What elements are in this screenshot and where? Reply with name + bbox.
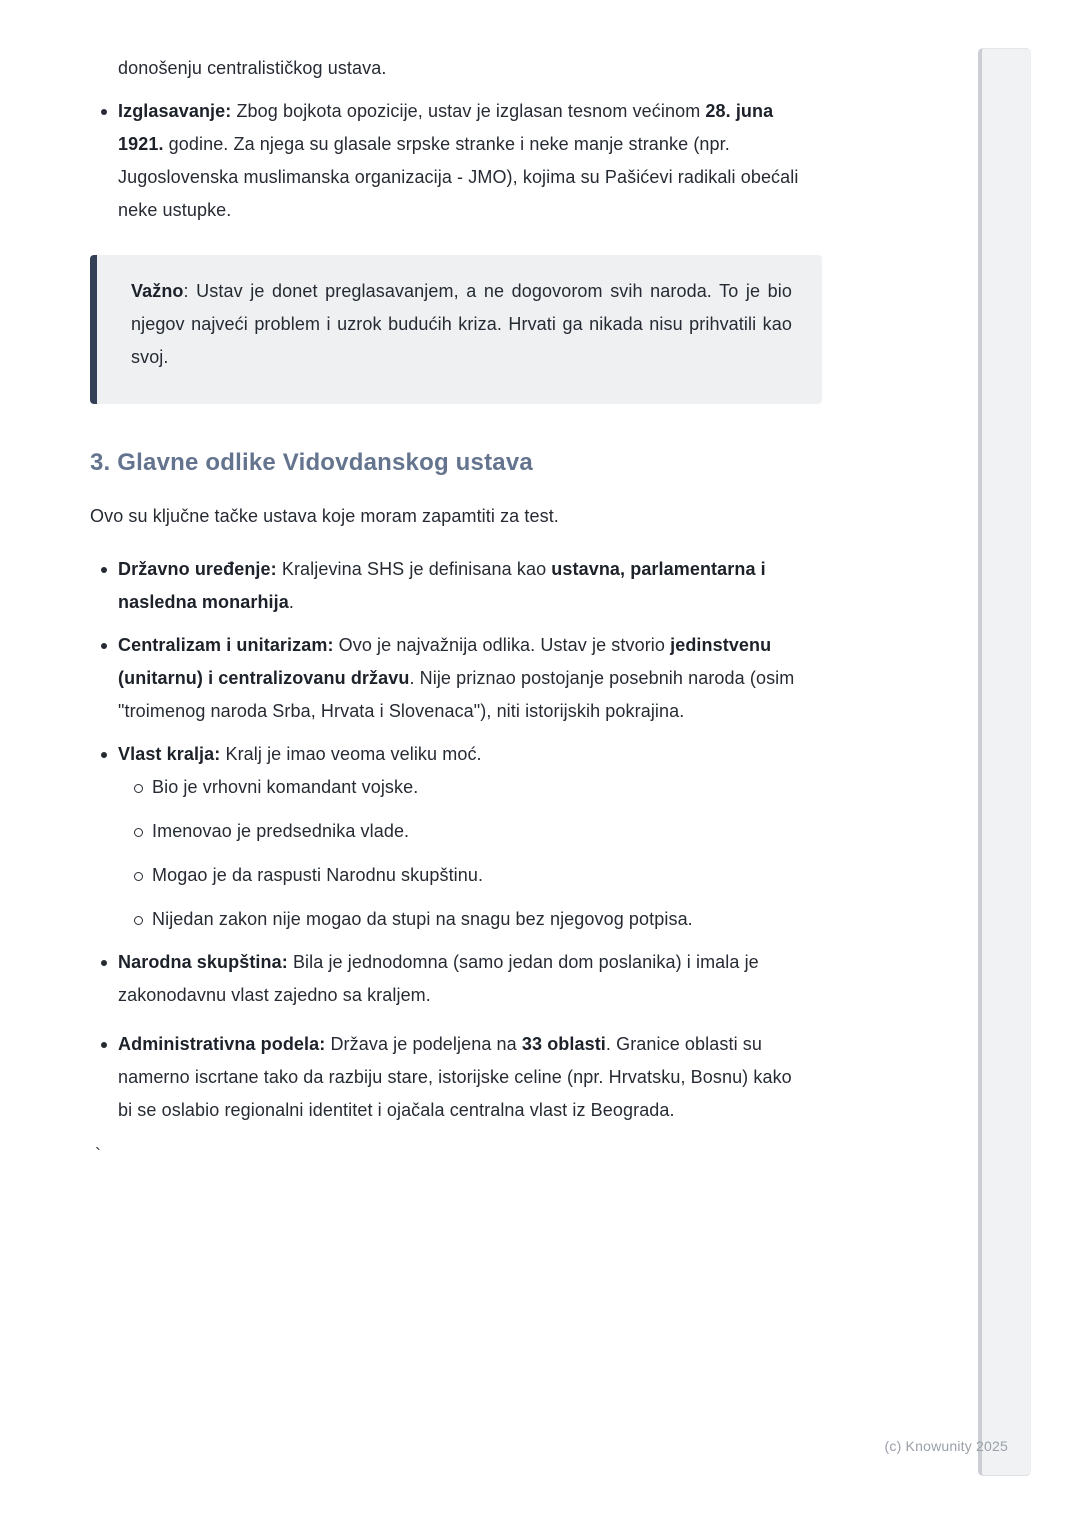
list-item-text: Centralizam i unitarizam: Ovo je najvažnija odlika. Ustav je stvorio jedinstvenu (unitarnu) i centralizovanu državu. Nije priznao postojanje posebnih naroda (osim "troimenog naroda Srba, Hrvata i Slovenaca"), niti istorijskih pokrajina. [118, 635, 795, 721]
callout-text: Važno: Ustav je donet preglasavanjem, a ne dogovorom svih naroda. To je bio njegov najveći problem i uzrok budućih kriza. Hrvati ga nikada nisu prihvatili kao svoj. [131, 281, 792, 367]
list-item-text: Državno uređenje: Kraljevina SHS je definisana kao ustavna, parlamentarna i nasledna monarhija. [118, 559, 766, 612]
vlast-kralja-sublist [118, 771, 804, 936]
note-content [90, 52, 804, 1172]
section-heading: 3. Glavne odlike Vidovdanskog ustava [90, 449, 533, 476]
list-item-text: Vlast kralja: Kralj je imao veoma veliku moć. [118, 744, 482, 764]
list-item-text: Narodna skupština: Bila je jednodomna (samo jedan dom poslanika) i imala je zakonodavnu vlast zajedno sa kraljem. [118, 952, 759, 1005]
list-item-text: Izglasavanje: Zbog bojkota opozicije, ustav je izglasan tesnom većinom 28. juna 1921. godine. Za njega su glasale srpske stranke i neke manje stranke (npr. Jugoslovenska muslimanska organizacija - JMO), kojima su Pašićevi radikali obećali neke ustupke. [118, 101, 799, 220]
list-item-narodna-skupstina [90, 946, 804, 1012]
sublist-item-komandant: Bio je vrhovni komandant vojske. [118, 771, 804, 804]
sublist-item-potpis-zakona: Nijedan zakon nije mogao da stupi na snagu bez njegovog potpisa. [118, 903, 804, 936]
section-intro: Ovo su ključne tačke ustava koje moram zapamtiti za test. [90, 506, 559, 526]
stray-backtick: ` [95, 1145, 102, 1165]
list-item-vlast-kralja [90, 738, 804, 936]
list-item-izglasavanje [90, 95, 804, 227]
list-item-centralizam [90, 629, 804, 728]
paragraph-continuation: donošenju centralističkog ustava. [118, 58, 387, 78]
next-page-edge-panel [978, 48, 1031, 1476]
features-list [90, 553, 804, 1127]
list-izglasavanje [90, 95, 804, 227]
sublist-item-predsednik-vlade: Imenovao je predsednika vlade. [118, 815, 804, 848]
list-item-drzavno-uredjenje [90, 553, 804, 619]
callout-vazno [90, 255, 822, 404]
sublist-item-raspusti-skupstinu: Mogao je da raspusti Narodnu skupštinu. [118, 859, 804, 892]
copyright-watermark: (c) Knowunity 2025 [884, 1438, 1008, 1454]
list-item-text: Administrativna podela: Država je podeljena na 33 oblasti. Granice oblasti su namerno iscrtane tako da razbiju stare, istorijske celine (npr. Hrvatsku, Bosnu) kako bi se oslabio regionalni identitet i ojačala centralna vlast iz Beograda. [118, 1034, 792, 1120]
list-item-administrativna-podela [90, 1028, 804, 1127]
